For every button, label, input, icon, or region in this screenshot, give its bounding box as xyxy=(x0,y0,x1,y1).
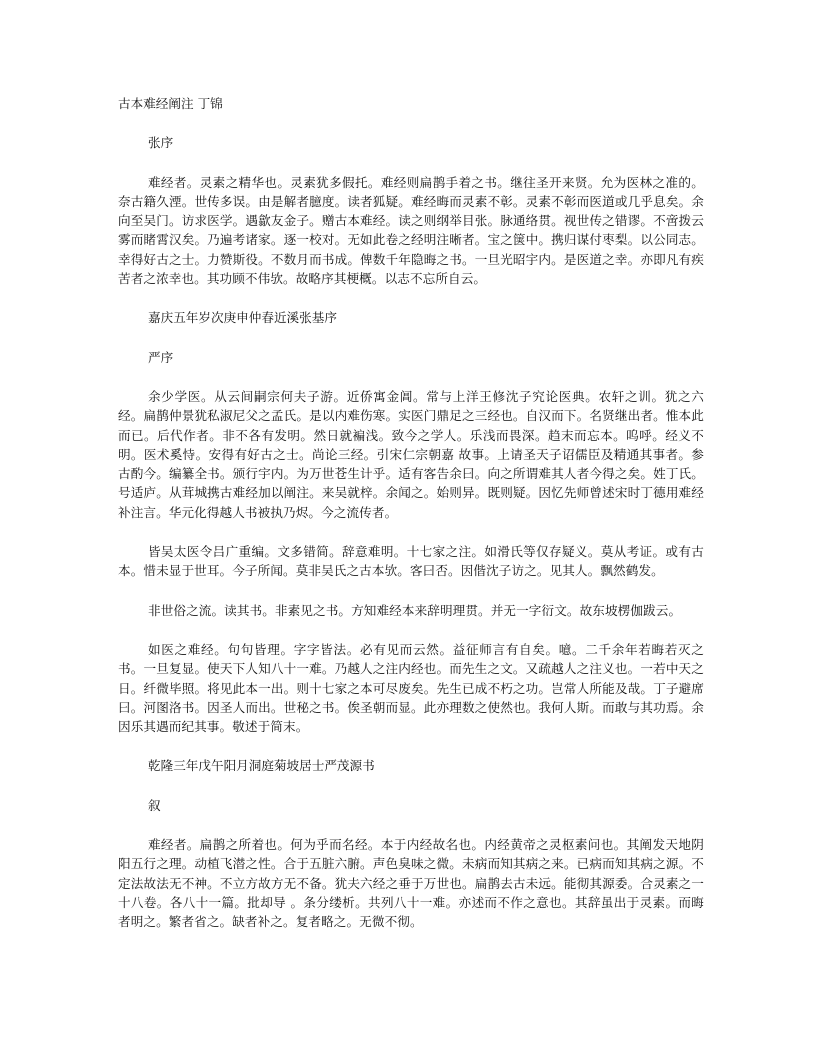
paragraph: 皆吴太医令吕广重编。文多错简。辞意难明。十七家之注。如滑氏等仅存疑义。莫从考证。或有古本。惜未显于世耳。今子所闻。莫非吴氏之古本欤。客曰否。因偕沈子访之。见其人。飘然鹤发。 xyxy=(118,544,704,579)
paragraph: 难经者。灵素之精华也。灵素犹多假托。难经则扁鹊手着之书。继往圣开来贤。允为医林之准的。奈古籍久湮。世传多误。由是解者臆度。读者狐疑。难经晦而灵素不彰。灵素不彰而医道或几乎息矣。余向至吴门。访求医学。遇歙友金子。赠古本难经。读之则纲举目张。脉通络贯。视世传之错谬。不啻拨云雾而睹霄汉矣。乃遍考诸家。逐一校对。无如此卷之经明注晰者。宝之箧中。携归谋付枣梨。以公同志。幸得好古之士。力赞斯役。不数月而书成。俾数千年隐晦之书。一旦光昭宇内。是医道之幸。亦即凡有疾苦者之浓幸也。其功顾不伟欤。故略序其梗概。以志不忘所自云。 xyxy=(118,174,704,287)
section-heading-xu: 叙 xyxy=(148,797,161,813)
section-signature: 乾隆三年戊午阳月洞庭菊坡居士严茂源书 xyxy=(148,758,375,774)
paragraph: 余少学医。从云间嗣宗何夫子游。近侨寓金阊。常与上洋王修沈子究论医典。农轩之训。犹之六经。扁鹊仲景犹私淑尼父之孟氏。是以内难伤寒。实医门鼎足之三经也。自汉而下。名贤继出者。惟本此而已。后代作者。非不各有发明。然日就褊浅。致今之学人。乐浅而畏深。趋末而忘本。呜呼。经义不明。医术奚恃。安得有好古之士。尚论三经。引宋仁宗朝嘉 故事。上请圣天子诏儒臣及精通其事者。参古酌今。编纂全书。颁行宇内。为万世苍生计乎。适有客告余曰。向之所谓难其人者今得之矣。姓丁氏。号适庐。从茸城携古难经加以阐注。来吴就梓。余闻之。始则异。既则疑。因忆先师曾述宋时丁德用难经补注言。华元化得越人书被执乃烬。今之流传者。 xyxy=(118,388,704,520)
document-title: 古本难经阐注 丁锦 xyxy=(118,96,223,111)
paragraph: 如医之难经。句句皆理。字字皆法。必有见而云然。益征师言有自矣。噫。二千余年若晦若灭之书。一旦复显。使天下人知八十一难。乃越人之注内经也。而先生之文。又疏越人之注义也。一若中天之日。纤微毕照。将见此本一出。则十七家之本可尽废矣。先生已成不朽之功。岂常人所能及哉。丁子避席曰。河图洛书。因圣人而出。世秘之书。俟圣朝而显。此亦理数之使然也。我何人斯。而敢与其功焉。余因乐其遇而纪其事。敬述于简末。 xyxy=(118,641,704,735)
section-signature: 嘉庆五年岁次庚申仲春近溪张基序 xyxy=(148,310,337,326)
section-heading-zhang-preface: 张序 xyxy=(148,135,174,151)
paragraph: 难经者。扁鹊之所着也。何为乎而名经。本于内经故名也。内经黄帝之灵枢素问也。其阐发天地阴阳五行之理。动植飞潜之性。合于五脏六腑。声色臭味之微。未病而知其病之来。已病而知其病之源。不定法故法无不神。不立方故方无不备。犹夫六经之垂于万世也。扁鹊去古未远。能彻其源委。合灵素之一十八卷。各八十一篇。批却导 。条分缕析。共列八十一难。亦述而不作之意也。其辞虽出于灵素。而晦者明之。繁者省之。缺者补之。复者略之。无微不彻。 xyxy=(118,837,704,930)
paragraph: 非世俗之流。读其书。非素见之书。方知难经本来辞明理贯。并无一字衍文。故东坡楞伽跋云。 xyxy=(148,602,682,618)
document-page xyxy=(118,94,704,932)
section-heading-yan-preface: 严序 xyxy=(148,349,174,365)
